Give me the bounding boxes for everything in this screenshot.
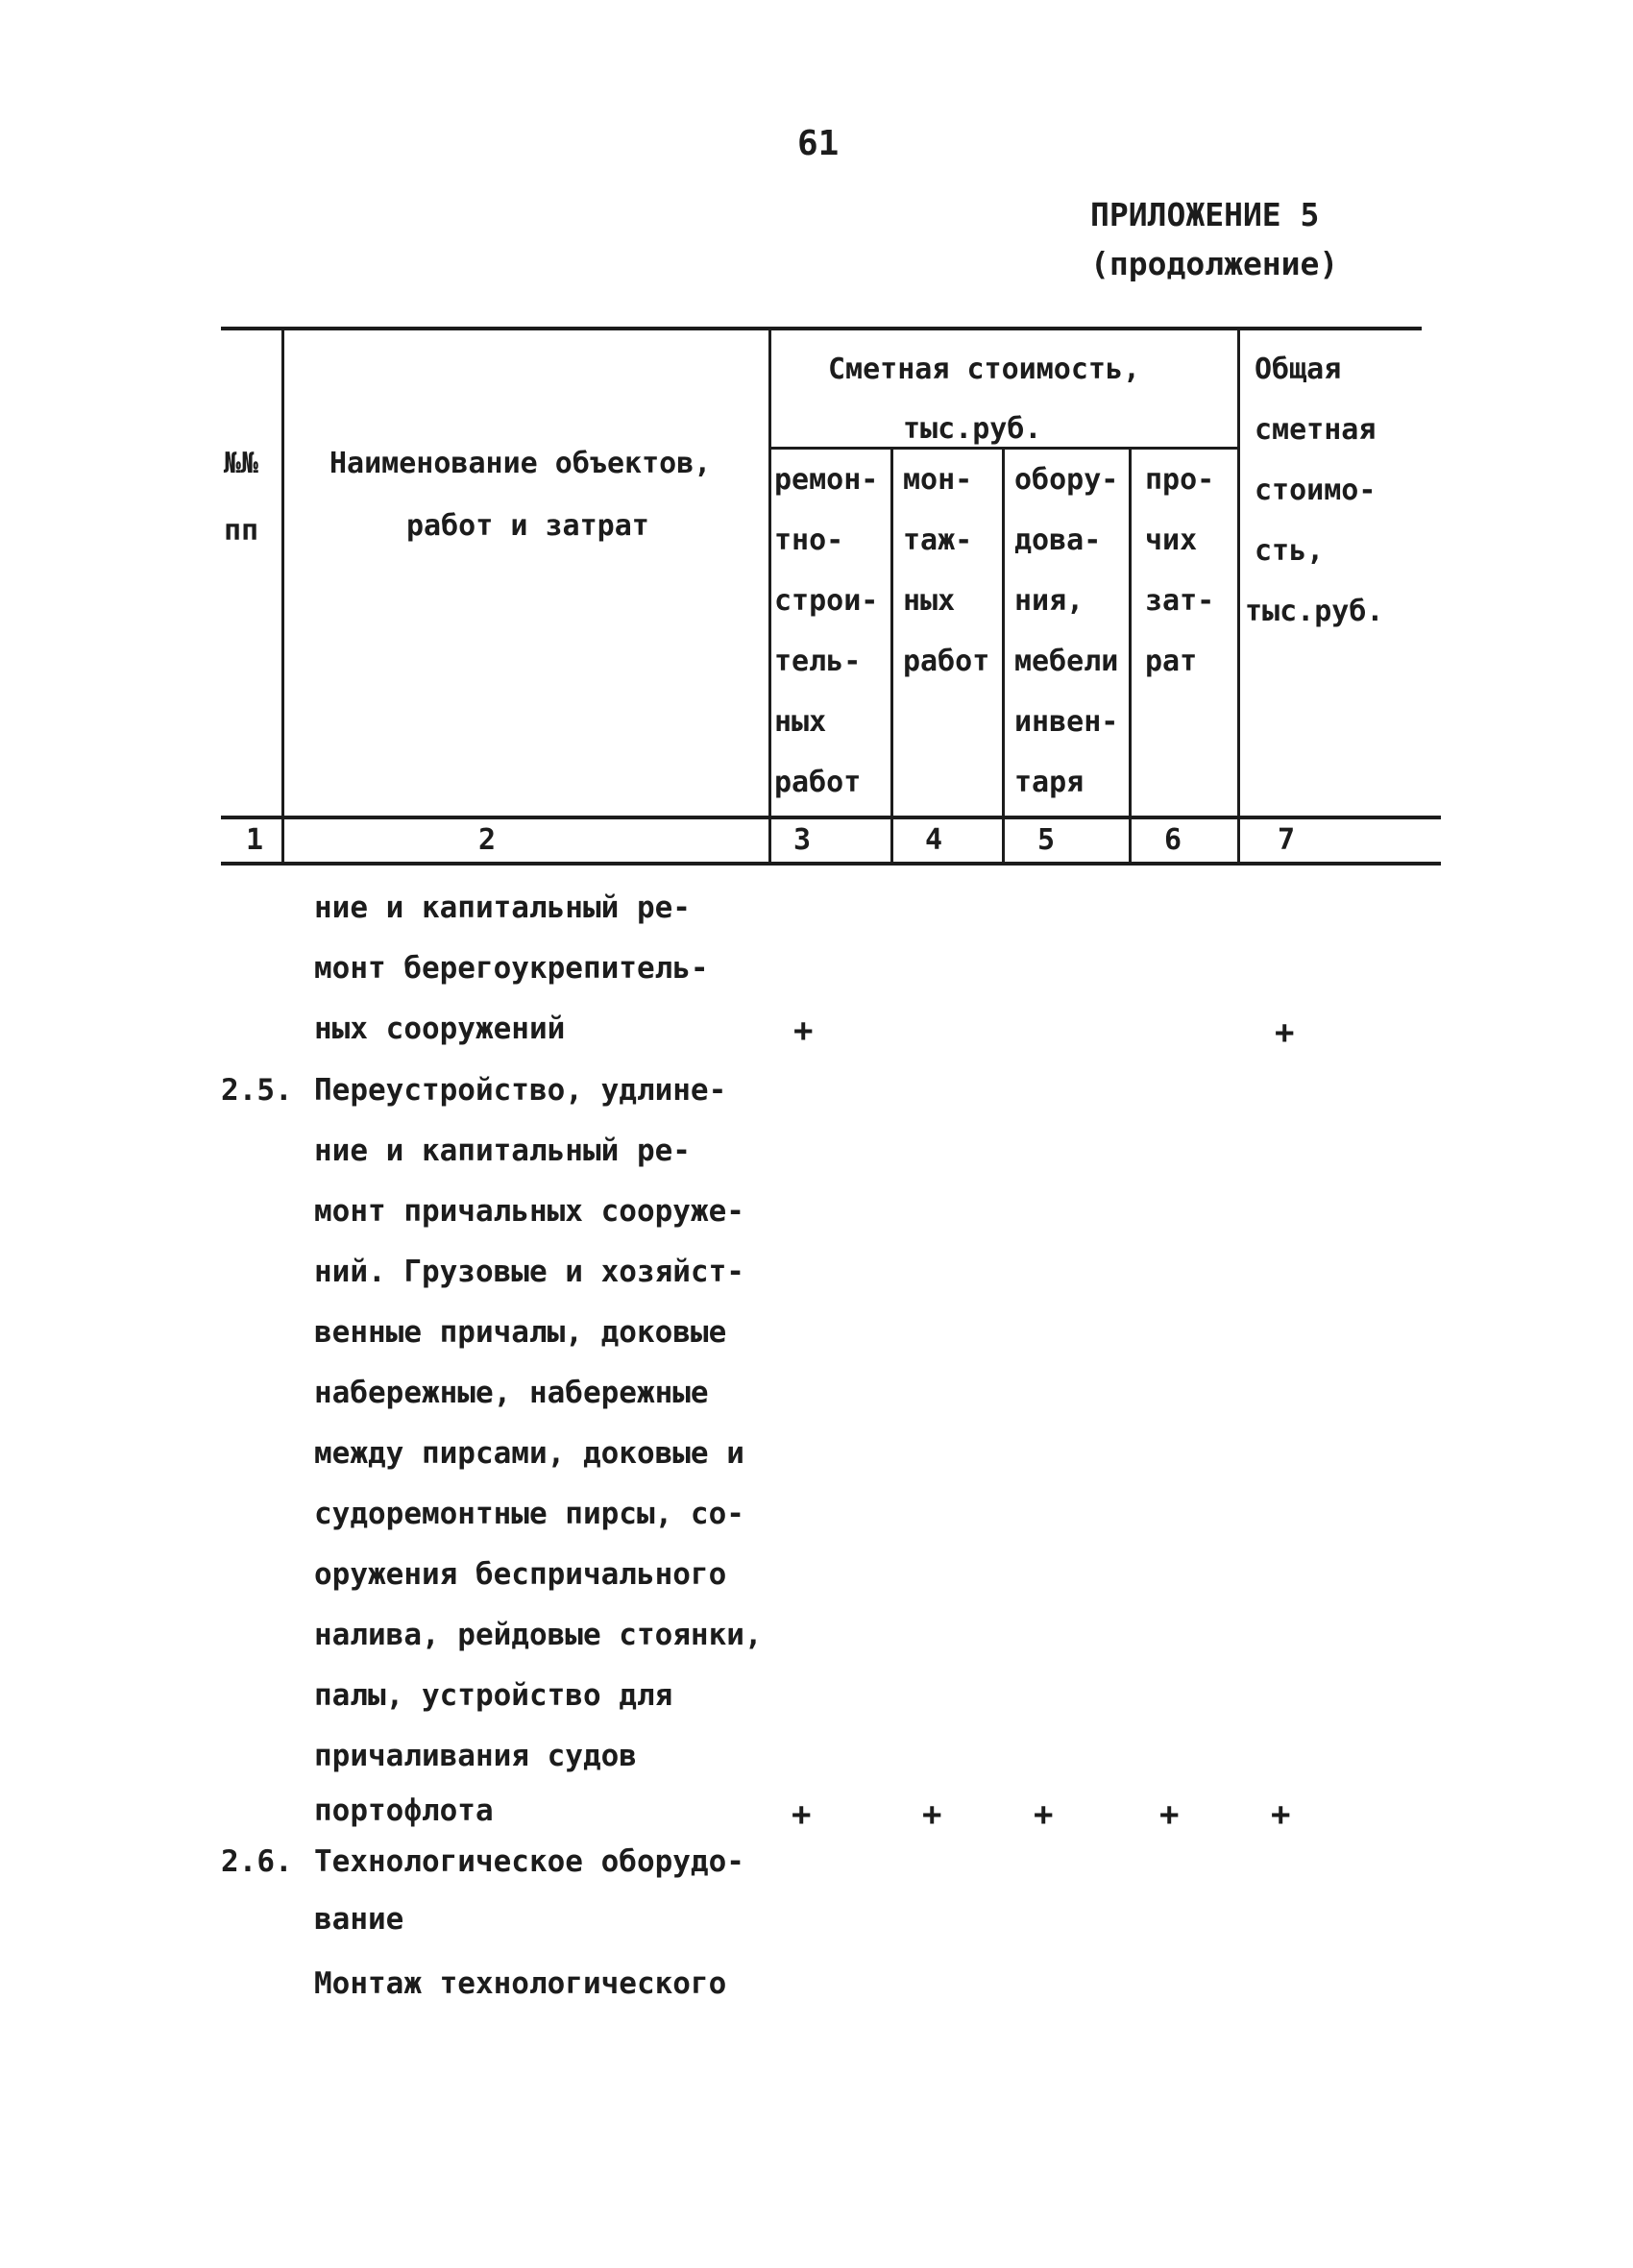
col7-header: сть, bbox=[1255, 534, 1325, 568]
row-text-line: судоремонтные пирсы, со- bbox=[314, 1497, 744, 1531]
col-divider bbox=[1237, 819, 1240, 862]
col-divider bbox=[1002, 819, 1005, 862]
row-text-line: Переустройство, удлине- bbox=[314, 1073, 727, 1108]
col7-header: стоимо- bbox=[1255, 474, 1377, 507]
col4-header: работ bbox=[903, 645, 990, 678]
appendix-subtitle: (продолжение) bbox=[1090, 245, 1339, 282]
col-name-header: работ и затрат bbox=[406, 509, 649, 543]
value-mark: + bbox=[792, 1795, 812, 1834]
col3-header: ремон- bbox=[774, 463, 879, 497]
col5-header: обору- bbox=[1014, 463, 1119, 497]
col-number: 3 bbox=[793, 823, 812, 857]
col5-header: инвен- bbox=[1014, 705, 1119, 739]
row-text-line: набережные, набережные bbox=[314, 1376, 709, 1410]
col3-header: тно- bbox=[774, 524, 844, 557]
col3-header: ных bbox=[774, 705, 827, 739]
col-number: 2 bbox=[478, 823, 497, 857]
col-number: 5 bbox=[1037, 823, 1056, 857]
row-text-line: Монтаж технологического bbox=[314, 1966, 727, 2001]
row-text-line: ний. Грузовые и хозяйст- bbox=[314, 1255, 744, 1289]
row-text-line: налива, рейдовые стоянки, bbox=[314, 1618, 763, 1652]
row-number: 2.6. bbox=[221, 1844, 293, 1879]
value-mark: + bbox=[1275, 1013, 1295, 1052]
value-mark: + bbox=[922, 1795, 942, 1834]
col3-header: работ bbox=[774, 766, 862, 799]
row-text-line: ных сооружений bbox=[314, 1012, 566, 1046]
col-divider bbox=[1237, 330, 1240, 816]
row-number: 2.5. bbox=[221, 1073, 293, 1108]
col-divider bbox=[768, 819, 771, 862]
cost-group-header: Сметная стоимость, bbox=[828, 353, 1141, 386]
col-num-header: пп bbox=[224, 514, 259, 548]
row-text-line: причаливания судов bbox=[314, 1739, 637, 1773]
col-divider bbox=[890, 450, 893, 816]
col4-header: таж- bbox=[903, 524, 973, 557]
col-divider bbox=[281, 819, 284, 862]
value-mark: + bbox=[1159, 1795, 1180, 1834]
col-divider bbox=[1129, 819, 1132, 862]
page-number: 61 bbox=[797, 124, 840, 163]
row-text-line: портофлота bbox=[314, 1793, 494, 1828]
col-divider bbox=[281, 330, 284, 816]
col3-header: строи- bbox=[774, 584, 879, 618]
col5-header: таря bbox=[1014, 766, 1085, 799]
row-text-line: между пирсами, доковые и bbox=[314, 1436, 744, 1471]
col5-header: мебели bbox=[1014, 645, 1119, 678]
table-top-rule bbox=[221, 327, 1422, 330]
col3-header: тель- bbox=[774, 645, 862, 678]
col-divider bbox=[1129, 450, 1132, 816]
col-number: 4 bbox=[925, 823, 943, 857]
value-mark: + bbox=[1271, 1795, 1291, 1834]
row-text-line: ние и капитальный ре- bbox=[314, 890, 691, 925]
row-text-line: монт берегоукрепитель- bbox=[314, 951, 709, 986]
col-number: 7 bbox=[1278, 823, 1296, 857]
col-number: 6 bbox=[1164, 823, 1182, 857]
row-text-line: палы, устройство для bbox=[314, 1678, 673, 1713]
row-text-line: монт причальных сооруже- bbox=[314, 1194, 744, 1229]
col-divider bbox=[768, 330, 771, 816]
value-mark: + bbox=[1034, 1795, 1054, 1834]
col-name-header: Наименование объектов, bbox=[329, 447, 712, 480]
col-num-header: №№ bbox=[224, 447, 259, 480]
col5-header: дова- bbox=[1014, 524, 1102, 557]
numbering-rule bbox=[221, 862, 1441, 866]
col6-header: рат bbox=[1145, 645, 1198, 678]
row-text-line: венные причалы, доковые bbox=[314, 1315, 727, 1350]
cost-group-header: тыс.руб. bbox=[903, 412, 1042, 446]
row-text-line: вание bbox=[314, 1902, 404, 1937]
row-text-line: Технологическое оборудо- bbox=[314, 1844, 744, 1879]
col6-header: зат- bbox=[1145, 584, 1215, 618]
value-mark: + bbox=[793, 1012, 814, 1050]
col7-header: тыс.руб. bbox=[1245, 595, 1384, 628]
col6-header: про- bbox=[1145, 463, 1215, 497]
header-rule bbox=[221, 816, 1441, 819]
col4-header: ных bbox=[903, 584, 956, 618]
col5-header: ния, bbox=[1014, 584, 1085, 618]
col7-header: Общая bbox=[1255, 353, 1342, 386]
col-divider bbox=[1002, 450, 1005, 816]
col-number: 1 bbox=[246, 823, 264, 857]
appendix-title: ПРИЛОЖЕНИЕ 5 bbox=[1090, 196, 1320, 233]
col6-header: чих bbox=[1145, 524, 1198, 557]
col7-header: сметная bbox=[1255, 413, 1377, 447]
row-text-line: ние и капитальный ре- bbox=[314, 1134, 691, 1168]
col-divider bbox=[890, 819, 893, 862]
col4-header: мон- bbox=[903, 463, 973, 497]
row-text-line: оружения беспричального bbox=[314, 1557, 727, 1592]
